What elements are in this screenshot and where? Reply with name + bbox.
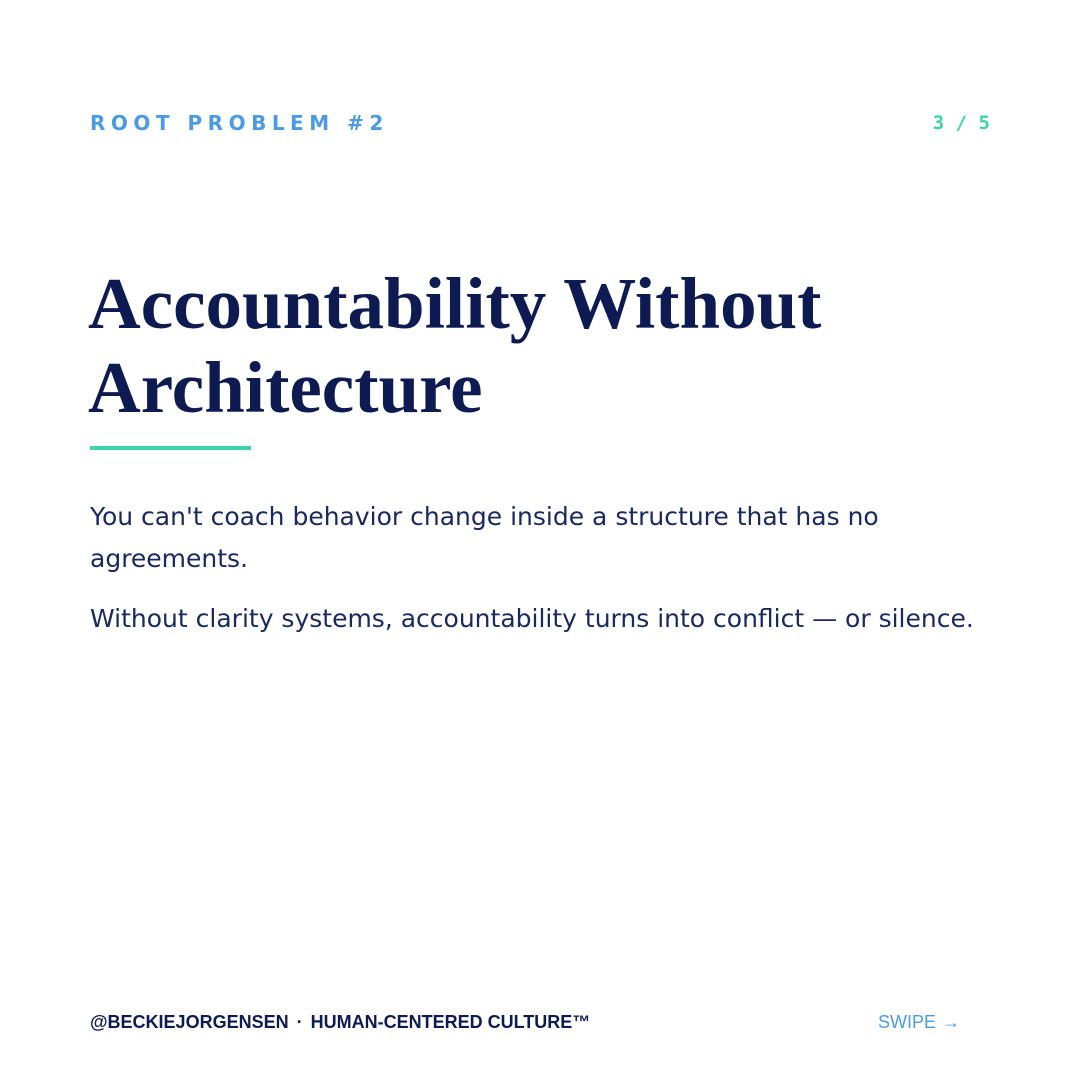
slide-title: Accountability Without Architecture: [88, 263, 822, 428]
brand-tagline: HUMAN-CENTERED CULTURE™: [310, 1012, 591, 1032]
page-indicator: 3 / 5: [932, 112, 990, 134]
swipe-hint[interactable]: [878, 1012, 960, 1033]
author-handle: @BECKIEJORGENSEN: [90, 1012, 289, 1032]
title-accent-divider: [90, 446, 251, 450]
arrow-right-icon: →: [942, 1012, 960, 1032]
body-paragraph-1: You can't coach behavior change inside a structure that has no agreements.: [90, 502, 879, 573]
body-paragraph-2: Without clarity systems, accountability turns into conflict — or silence.: [90, 604, 974, 633]
footer-branding: [90, 1012, 590, 1033]
footer-separator: ·: [296, 1012, 303, 1032]
swipe-label: SWIPE: [877, 1012, 936, 1032]
eyebrow-label: ROOT PROBLEM #2: [90, 111, 389, 135]
